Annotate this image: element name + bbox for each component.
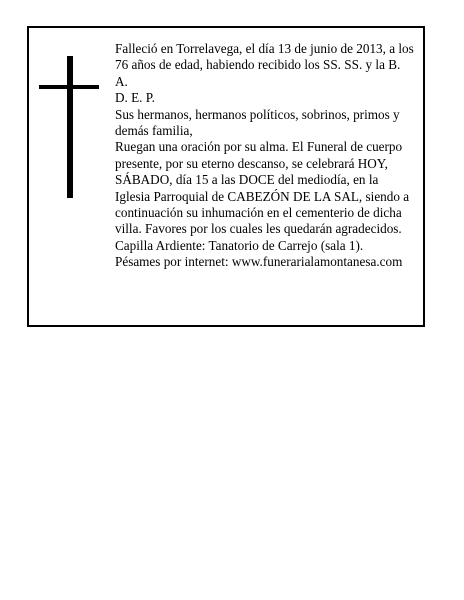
cross-horizontal-bar <box>39 85 99 89</box>
online-condolences: Pésames por internet: www.funerarialamontanesa.com <box>115 254 403 270</box>
cross-vertical-bar <box>67 56 73 198</box>
death-announcement: Falleció en Torrelavega, el día 13 de junio de 2013, a los 76 años de edad, habiendo recibido los SS. SS. y la B. A. <box>115 41 414 89</box>
rest-in-peace: D. E. P. <box>115 90 155 106</box>
notice-text <box>115 41 415 271</box>
family-mourners: Sus hermanos, hermanos políticos, sobrinos, primos y demás familia, <box>115 106 400 139</box>
obituary-notice <box>27 26 425 327</box>
funeral-details: Ruegan una oración por su alma. El Funeral de cuerpo presente, por su eterno descanso, se celebrará HOY, SÁBADO, día 15 a las DOCE del mediodía, en la Iglesia Parroquial de CABEZÓN DE LA SAL, siendo a continuación su inhumación en el cementerio de dicha villa. Favores por los cuales les quedarán agradecidos. <box>115 139 410 237</box>
chapel-location: Capilla Ardiente: Tanatorio de Carrejo (sala 1). <box>115 237 364 253</box>
